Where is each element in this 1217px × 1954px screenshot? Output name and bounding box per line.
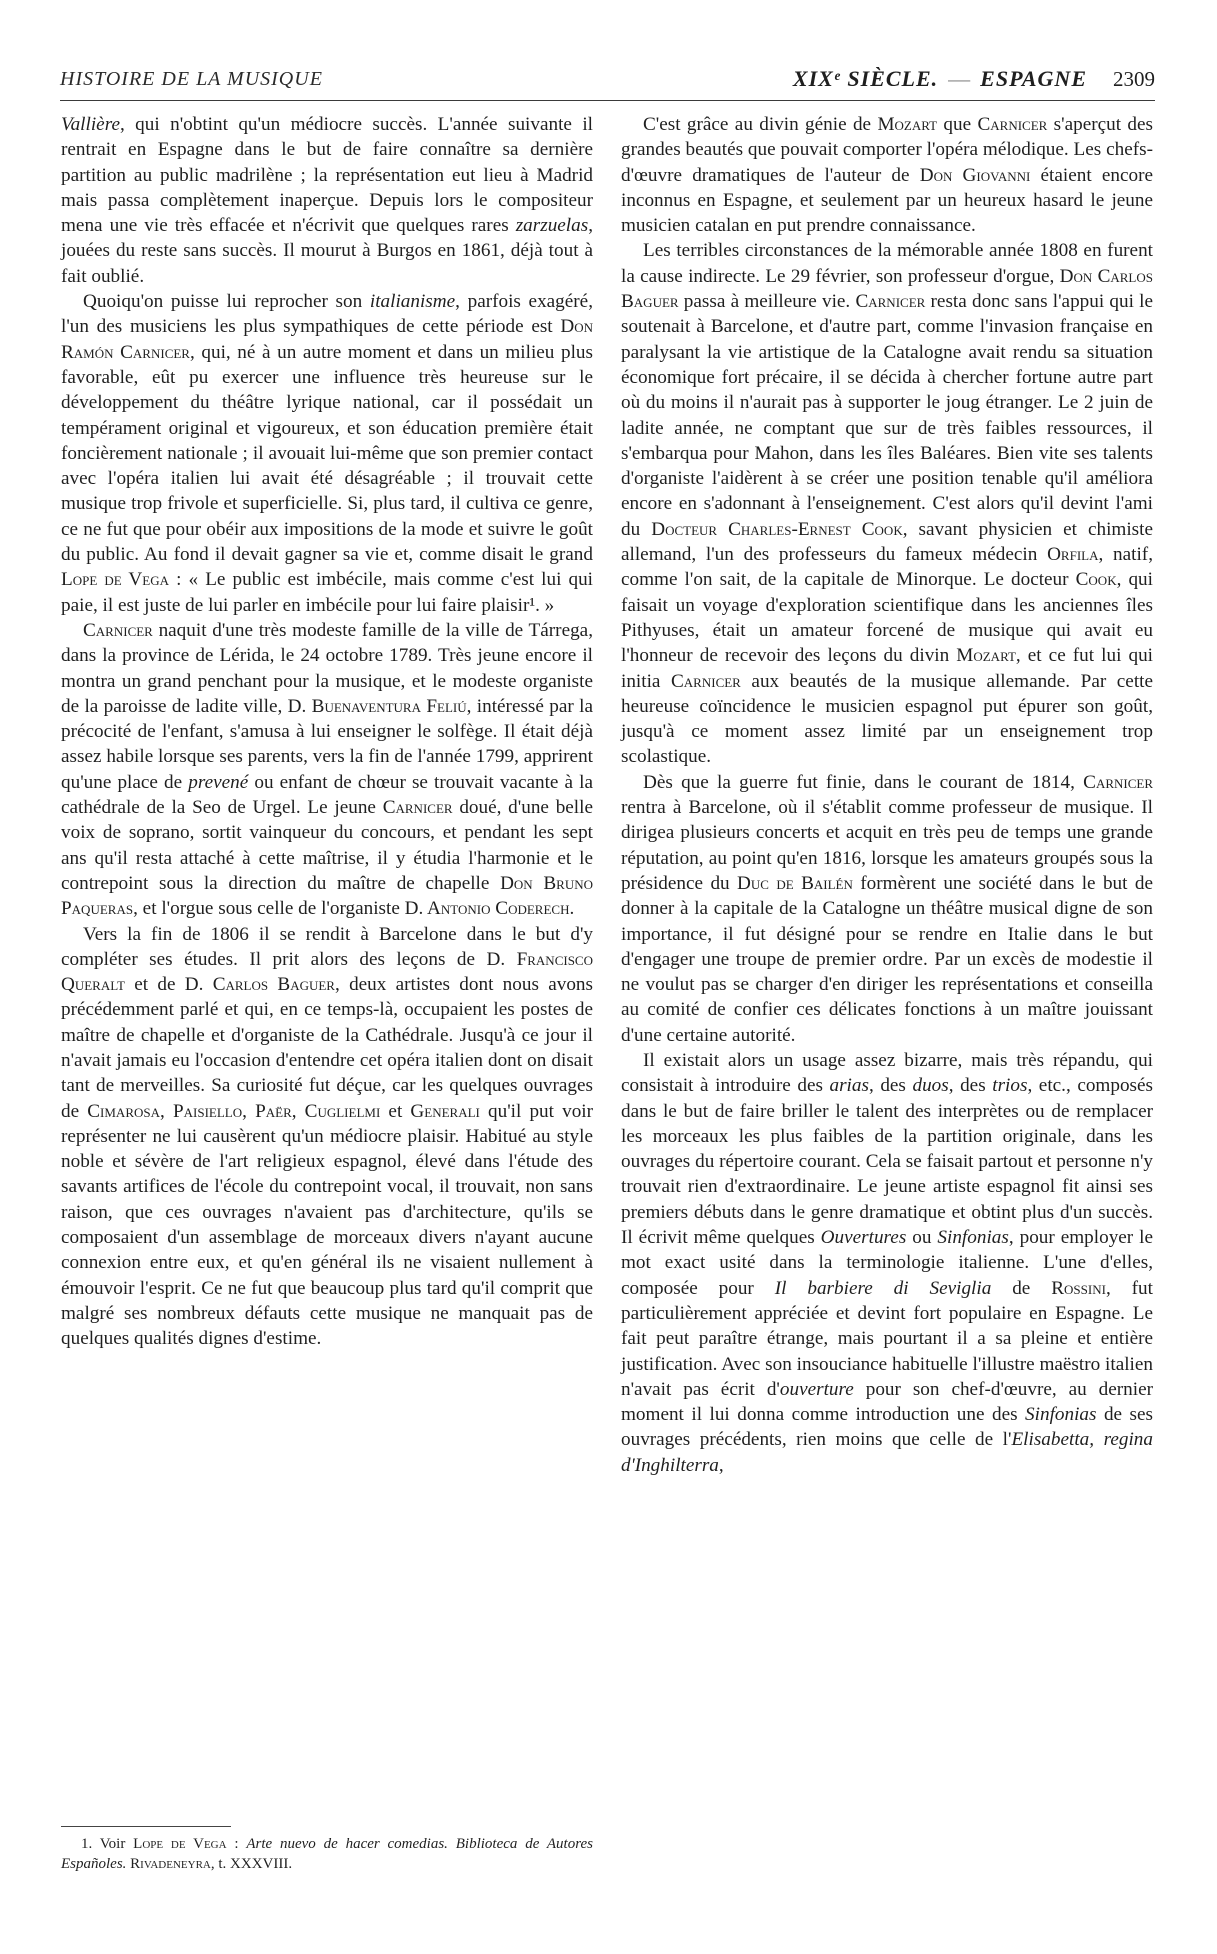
italic-title: Arte nuevo de hacer comedias. Biblioteca de Autores Españoles.: [61, 1836, 593, 1872]
text-run: , pour employer le mot exact usité dans la terminologie italienne. L'une d'elles, composée pour: [621, 1227, 1153, 1299]
text-run: , fut particulièrement appréciée et devint fort populaire en Espagne. Le fait peut paraître étrange, mais pourtant il a sa pleine et entière justification. Avec son insouciance habituelle l'illustre maëstro italien n'avait pas écrit d': [621, 1277, 1153, 1400]
header-section: [793, 66, 1155, 92]
person-name: Docteur Charles-Ernest Cook: [651, 518, 903, 540]
italic-term: prevené: [188, 771, 249, 793]
person-name: Carnicer: [1083, 771, 1153, 793]
running-header: [60, 66, 1155, 101]
person-name: Orfila: [1047, 544, 1099, 566]
person-name: Carnicer: [671, 670, 741, 692]
paragraph: [621, 238, 1153, 769]
header-book-title: HISTOIRE DE LA MUSIQUE: [60, 68, 323, 90]
text-run: , intéressé par la précocité de l'enfant, s'amusa à lui enseigner le solfège. Il était déjà assez habile lorsque ses parents, vers la fin de l'année 1799, apprirent qu'une place de: [61, 695, 593, 793]
page-number: 2309: [1113, 67, 1155, 91]
text-run: de: [991, 1277, 1052, 1299]
person-name: D. Carlos Baguer: [184, 974, 335, 996]
footnote-marker: 1. Voir: [81, 1836, 134, 1852]
italic-title: Elisabetta, regina d'Inghilterra: [621, 1429, 1153, 1476]
person-name: Mozart: [877, 114, 938, 135]
text-run: de ses ouvrages précédents, rien moins que celle de l': [621, 1404, 1153, 1451]
text-run: pour son chef-d'œuvre, au dernier moment il lui donna comme introduction une des: [621, 1378, 1153, 1426]
person-name: Carnicer: [855, 291, 926, 313]
text-run: et de: [124, 974, 185, 996]
person-name: Generali: [410, 1100, 480, 1122]
text-run: , jouées du reste sans succès. Il mourut à Burgos en 1861, déjà tout à fait oublié.: [61, 215, 593, 287]
text-run: , qui n'obtint qu'un médiocre succès. L'année suivante il rentrait en Espagne dans le but de faire connaître sa dernière partition au public madrilène ; la représentation eut lieu à Madrid mais passa complètement inaperçue. Depuis lors le compositeur mena une vie très effacée et n'écrivit que quelques rares: [61, 114, 593, 237]
text-run: C'est grâce au divin génie de: [643, 114, 878, 135]
text-run: doué, d'une belle voix de soprano, sortit vainqueur du concours, et pendant les sept ans qu'il resta attaché à cette maîtrise, il y étudia l'harmonie et le contrepoint sous la direction du maître de chapelle: [61, 797, 593, 894]
text-run: , des: [948, 1075, 993, 1097]
italic-term: Sinfonias: [1025, 1404, 1097, 1426]
italic-term: Sinfonias: [937, 1227, 1009, 1249]
person-name: Cimarosa: [87, 1100, 161, 1122]
text-run: ,: [718, 1454, 724, 1476]
person-name: Don Bruno Paqueras: [61, 872, 593, 920]
text-run: ,: [242, 1100, 256, 1122]
header-century: XIXᵉ SIÈCLE.: [792, 66, 939, 91]
person-name: D. Francisco Queralt: [61, 948, 593, 996]
header-dash: —: [948, 66, 971, 91]
text-run: , et ce fut lui qui initia: [621, 645, 1153, 692]
person-name: D. Antonio Coderech: [404, 898, 570, 920]
publisher-name: Rivadeneyra: [130, 1856, 211, 1872]
italic-term: Ouvertures: [820, 1227, 907, 1249]
footnote-divider: [61, 1826, 231, 1827]
text-run: ou: [906, 1227, 938, 1249]
text-run: , parfois exagéré, l'un des musiciens les plus sympathiques de cette période est: [61, 291, 593, 338]
person-name: Don Ramón Carnicer: [61, 316, 593, 363]
left-column: [61, 112, 593, 1352]
text-run: que: [937, 114, 978, 135]
text-run: Dès que la guerre fut finie, dans le courant de 1814,: [643, 771, 1084, 793]
text-run: resta donc sans l'appui qui le soutenait à Barcelone, et d'autre part, comme l'invasion française en paralysant la vie artistique de la Catalogne avait rendu sa situation économique fort précaire, il se décida à chercher fortune autre part où du moins il n'aurait pas à supporter le joug étranger. Le 2 juin de ladite année, ne comptant que sur de très faibles ressources, il s'embarqua pour Mahon, dans les îles Baléares. Bien vite ses talents d'organiste l'aidèrent à se créer une position tenable qu'il améliora encore en s'adonnant à l'enseignement. C'est alors qu'il devint l'ami du: [621, 291, 1153, 540]
person-name: Cook: [1075, 569, 1117, 591]
text-run: , qui faisait un voyage d'exploration scientifique dans les anciennes îles Pithyuses, était un amateur forcené de musique qui avait eu l'honneur de recevoir des leçons du divin: [621, 569, 1153, 667]
work-title: Don Giovanni: [919, 164, 1031, 186]
header-country: ESPAGNE: [980, 66, 1087, 91]
italic-term: duos: [912, 1075, 949, 1097]
person-name: Carnicer: [977, 114, 1048, 135]
text-run: , des: [868, 1075, 913, 1097]
text-run: étaient encore inconnus en Espagne, et seulement par un heureux hasard le jeune musicien catalan en put prendre connaissance.: [621, 164, 1153, 237]
text-run: : « Le public est imbécile, mais comme c'est lui qui paie, il est juste de lui parler en imbécile pour lui faire plaisir¹. »: [61, 569, 593, 616]
text-run: formèrent une société dans le but de donner à la capitale de la Catalogne un théâtre musical digne de son importance, il fut désigné pour se rendre en Italie dans le but d'engager une troupe de premier ordre. Par un excès de modestie il ne voulut pas se charger d'en diriger les représentations et conseilla au comité de confier ces délicates fonctions à un maître jouissant d'une certaine autorité.: [621, 872, 1153, 1046]
text-run: qu'il put voir représenter ne lui causèrent qu'un médiocre plaisir. Habitué au style noble et sévère de l'art religieux espagnol, élevé dans l'étude des savants artifices de l'école du contrepoint vocal, il trouvait, non sans raison, que ces ouvrages n'avaient pas d'architecture, qu'ils se composaient d'un assemblage de morceaux divers n'ayant aucune connexion entre eux, et qu'en général ils ne visaient nullement à émouvoir l'esprit. Ce ne fut que beaucoup plus tard qu'il comprit que malgré ses nombreux défauts cette musique ne manquait pas de quelques qualités dignes d'estime.: [61, 1100, 594, 1350]
footnote: [61, 1834, 593, 1874]
person-name: Cuglielmi: [304, 1100, 381, 1122]
person-name: Lope de Vega: [133, 1836, 227, 1852]
paragraph: [61, 112, 593, 289]
person-name: Lope de Vega: [61, 569, 170, 591]
paragraph: [621, 770, 1153, 1048]
person-name: Paër: [255, 1100, 292, 1122]
text-run: , deux artistes dont nous avons précédemment parlé et qui, en ce temps-là, occupaient les postes de maître de chapelle et d'organiste de la Cathédrale. Jusqu'à ce jour il n'avait jamais eu l'occasion d'entendre cet opéra italien dont on disait tant de merveilles. Sa curiosité fut déçue, car les quelques ouvrages de: [61, 974, 593, 1122]
text-run: , qui, né à un autre moment et dans un milieu plus favorable, eût pu exercer une influence très heureuse sur le développement du théâtre lyrique national, car il possédait un tempérament original et vigoureux, et son éducation première était foncièrement nationale ; il avouait lui-même que son premier contact avec l'opéra italien lui avait été désagréable ; il trouvait cette musique trop frivole et superficielle. Si, plus tard, il cultiva ce genre, ce ne fut que pour obéir aux impositions de la mode et suivre le goût du public. Au fond il devait gagner sa vie et, comme disait le grand: [61, 341, 593, 566]
person-name: Mozart: [956, 645, 1016, 667]
text-run: Vers la fin de 1806 il se rendit à Barcelone dans le but d'y compléter ses études. Il prit alors des leçons de: [61, 923, 593, 970]
paragraph: [621, 112, 1153, 238]
text-run: Les terribles circonstances de la mémorable année 1808 en furent la cause indirecte. Le 29 février, son professeur d'orgue,: [621, 240, 1153, 287]
person-name: Don Carlos Baguer: [621, 265, 1153, 313]
person-name: Paisiello: [172, 1100, 243, 1122]
italic-term: trios: [992, 1075, 1028, 1097]
person-name: Carnicer: [382, 797, 453, 819]
person-name: Carnicer: [83, 619, 153, 641]
text-run: naquit d'une très modeste famille de la ville de Tárrega, dans la province de Lérida, le 24 octobre 1789. Très jeune encore il montra un grand penchant pour la musique, et le modeste organiste de la paroisse de ladite ville, D.: [61, 619, 593, 717]
text-run: , t. XXXVIII.: [210, 1856, 293, 1872]
text-run: ou enfant de chœur se trouvait vacante à la cathédrale de la Seo de Urgel. Le jeune: [61, 771, 593, 819]
italic-term: ouverture: [779, 1378, 854, 1400]
text-run: Il existait alors un usage assez bizarre, mais très répandu, qui consistait à introduire des: [621, 1049, 1153, 1097]
person-name: Buenaventura Feliú: [311, 695, 467, 717]
italic-title: Il barbiere di Seviglia: [774, 1277, 992, 1299]
text-run: :: [226, 1836, 247, 1852]
paragraph: [61, 289, 593, 618]
text-run: s'aperçut des grandes beautés que pouvait comporter l'opéra mélodique. Les chefs-d'œuvre dramatiques de l'auteur de: [621, 114, 1153, 186]
text-run: .: [569, 898, 575, 920]
text-run: ,: [160, 1100, 173, 1122]
text-run: ,: [291, 1100, 305, 1122]
paragraph: [621, 1048, 1153, 1478]
text-run: aux beautés de la musique allemande. Par cette heureuse coïncidence le musicien espagnol put épurer son goût, jusqu'à ce moment assez limité par un enseignement trop scolastique.: [621, 670, 1153, 768]
text-run: Quoiqu'on puisse lui reprocher son: [83, 291, 370, 313]
person-name: Rossini: [1051, 1277, 1106, 1299]
text-run: , savant physicien et chimiste allemand, l'un des professeurs du fameux médecin: [621, 518, 1153, 566]
italic-term: arias: [829, 1075, 869, 1097]
paragraph: [61, 922, 593, 1352]
right-column: [621, 112, 1153, 1478]
text-run: rentra à Barcelone, où il s'établit comme professeur de musique. Il dirigea plusieurs concerts et acquit en très peu de temps une grande réputation, au point qu'en 1816, lorsque les amateurs groupés sous la présidence du: [621, 797, 1153, 894]
text-run: et: [380, 1100, 411, 1122]
text-run: , et l'orgue sous celle de l'organiste: [133, 898, 405, 920]
italic-term: italianisme: [369, 291, 456, 313]
italic-term: zarzuelas: [515, 215, 589, 237]
paragraph: [61, 618, 593, 922]
text-run: , natif, comme l'on sait, de la capitale de Minorque. Le docteur: [621, 544, 1153, 591]
italic-title: Vallière: [61, 114, 120, 135]
text-run: , etc., composés dans le but de faire briller le talent des interprètes ou de remplacer les morceaux les plus faibles de la partition originale, dans les ouvrages du répertoire courant. Cela se faisait partout et personne n'y trouvait rien d'extraordinaire. Le jeune artiste espagnol fit ainsi ses premiers débuts dans le genre dramatique et obtint plus d'un succès. Il écrivit même quelques: [621, 1075, 1153, 1249]
text-run: passa à meilleure vie.: [678, 291, 856, 313]
person-name: Duc de Bailén: [737, 872, 853, 894]
